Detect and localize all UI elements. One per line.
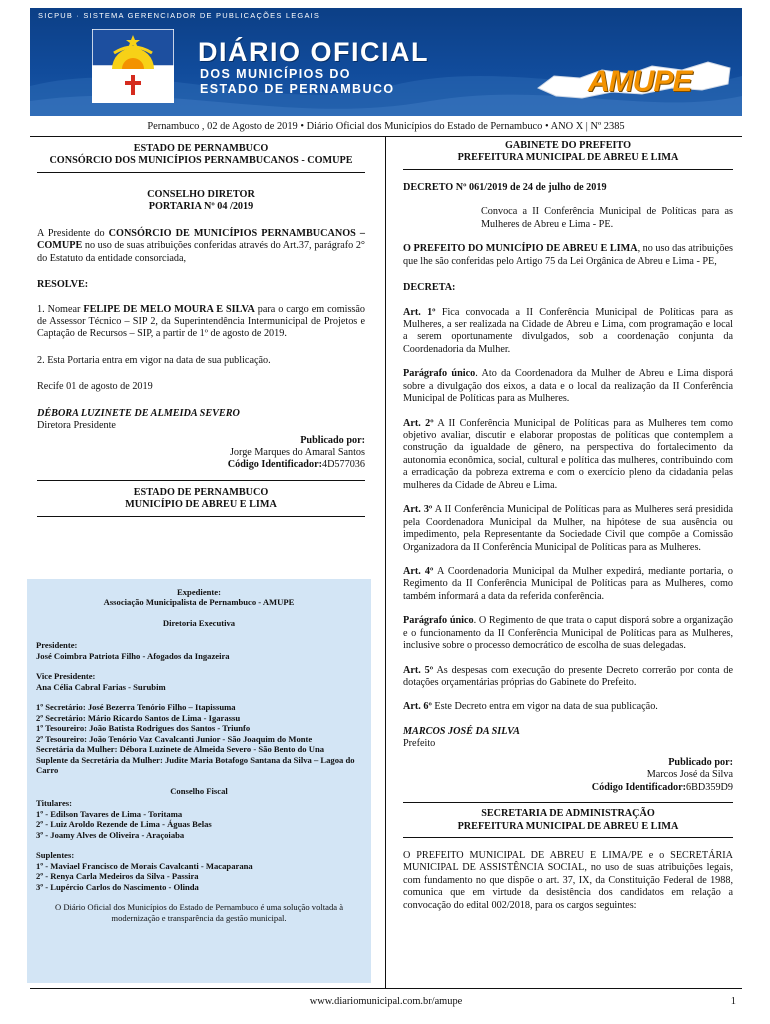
article-3: Art. 3º A II Conferência Municipal de Políticas para as Mulheres será presidida pela Coordenadora Municipal da Mulher, na hipótese de sua ausência ou impedimento, pela Representante da Sociedade Civil que compõe a Comissão Organizadora da II Conferência Municipal de Políticas para as Mulheres. — [403, 504, 733, 553]
masthead-title: DIÁRIO OFICIAL — [198, 37, 429, 67]
list-item: 1º - Edilson Tavares de Lima - Toritama — [36, 808, 183, 819]
published-by-label: Publicado por: — [300, 434, 365, 446]
vice-president-label: Vice Presidente: — [36, 671, 96, 682]
article-4: Art. 4º A Coordenadoria Municipal da Mulher expedirá, mediante portaria, o Regimento da II Conferência Municipal de Políticas para as Mulheres, como também informará a data da referida conferência. — [403, 565, 733, 602]
footer-url[interactable]: www.diariomunicipal.com.br/amupe — [309, 996, 463, 1007]
secretaria-text: O PREFEITO MUNICIPAL DE ABREU E LIMA/PE e o SECRETÁRIA MUNICIPAL DE ASSISTÊNCIA SOCIAL, no uso de suas atribuições legais, com fundamento no que dispõe o art. 37, IX, da Constituição Federal de 1988, comunica que em virtude da desistência dos candidatos em relação a convocação do edital 002/2018, para os cargos seguintes: — [403, 849, 733, 911]
expediente-note: O Diário Oficial dos Municípios do Estado de Pernambuco é uma solução voltada à modernização e transparência da gestão municipal. — [54, 902, 344, 923]
gabinete-heading: GABINETE DO PREFEITO — [504, 140, 632, 151]
president-name: José Coimbra Patriota Filho - Afogados da Ingazeira — [36, 650, 230, 661]
portaria-preamble: A Presidente do CONSÓRCIO DE MUNICÍPIOS PERNAMBUCANOS – COMUPE no uso de suas atribuições conferidas através do Art.37, parágrafo 2° do Estatuto da entidade consorciada, — [37, 227, 365, 264]
paragraph-unico-2: Parágrafo único. O Regimento de que trata o caput disporá sobre a organização e o funcionamento da II Conferência Municipal de Políticas para as Mulheres, inclusive sobre o processo democrático de escolha de suas delegadas. — [403, 615, 734, 652]
article-6: Art. 6º Este Decreto entra em vigor na data de sua publicação. — [403, 701, 658, 713]
titulares-label: Titulares: — [36, 798, 72, 809]
article-1: Art. 1º Fica convocada a II Conferência Municipal de Políticas para as Mulheres, a ser realizada na Cidade de Abreu e Lima, com programação e local a serem oportunamente divulgados, sob a coordenação conjunta da Coordenadoria da Mulher. — [403, 306, 733, 355]
bottom-rule — [30, 988, 742, 989]
sicpub-label: SICPUB · SISTEMA GERENCIADOR DE PUBLICAÇÕES LEGAIS — [38, 11, 321, 20]
list-item: 3º - Joamy Alves de Oliveira - Araçoiaba — [36, 829, 185, 840]
issue-line: Pernambuco , 02 de Agosto de 2019 • Diário Oficial dos Municípios do Estado de Pernambuco • ANO X | Nº 2385 — [147, 121, 625, 132]
right-column — [403, 140, 733, 912]
vice-president-name: Ana Célia Cabral Farias - Surubim — [36, 681, 166, 692]
list-item: 1º Secretário: José Bezerra Tenório Filho – Itapissuma — [36, 702, 236, 713]
masthead-banner — [30, 8, 742, 116]
decree-signer-name: MARCOS JOSÉ DA SILVA — [403, 725, 520, 737]
list-item: 2º - Renya Carla Medeiros da Silva - Passira — [36, 871, 199, 882]
titulares-list — [36, 809, 362, 840]
article-2: Art. 2º A II Conferência Municipal de Políticas para as Mulheres tem como objetivo avaliar, discutir e elaborar propostas de políticas que contemplem a construção da igualdade de gênero, na perspectiva do fortalecimento da autonomia econômica, social, cultural e política das mulheres, contribuindo com a erradicação da pobreza extrema e com o exercício pleno da cidadania pelas mulheres da Cidade de Abreu e Lima. — [403, 417, 733, 491]
paragraph-unico-1: Parágrafo único. Ato da Coordenadora da Mulher de Abreu e Lima disporá sobre a divulgação dos eixos, a data e o local da realização da II Conferência Municipal de Políticas para as Mulheres. — [403, 368, 734, 405]
list-item: Suplente da Secretária da Mulher: Judite Maria Botafogo Santana da Silva – Lagoa do Carro — [36, 754, 355, 776]
comupe-heading-org: CONSÓRCIO DOS MUNICÍPIOS PERNAMBUCANOS - COMUPE — [49, 155, 353, 167]
decree-signer-role: Prefeito — [403, 738, 436, 750]
list-item: 1º Tesoureiro: João Batista Rodrigues dos Santos - Triunfo — [36, 723, 251, 734]
diretoria-title: Diretoria Executiva — [162, 617, 236, 628]
list-item: 2º Tesoureiro: João Tenório Vaz Cavalcanti Junior - São Joaquim do Monte — [36, 733, 313, 744]
published-by-label: Publicado por: — [668, 756, 733, 768]
expediente-title: Expediente: — [177, 587, 221, 597]
officers-list — [36, 702, 362, 775]
list-item: Secretária da Mulher: Débora Luzinete de Almeida Severo - São Bento do Una — [36, 744, 325, 755]
masthead-subtitle-2: ESTADO DE PERNAMBUCO — [200, 82, 395, 96]
decreta-label: DECRETA: — [403, 282, 456, 294]
signer-name: DÉBORA LUZINETE DE ALMEIDA SEVERO — [37, 407, 240, 419]
decree-ementa: Convoca a II Conferência Municipal de Políticas para as Mulheres de Abreu e Lima - PE. — [481, 206, 733, 230]
municipio-heading-state: ESTADO DE PERNAMBUCO — [133, 486, 269, 498]
identifier-code: Código Identificador:6BD359D9 — [591, 781, 733, 793]
suplentes-label: Suplentes: — [36, 850, 75, 861]
masthead-subtitle-1: DOS MUNICÍPIOS DO — [200, 67, 351, 81]
list-item: 3º - Lupércio Carlos do Nascimento - Olinda — [36, 881, 199, 892]
portaria-heading: PORTARIA Nº 04 /2019 — [148, 201, 254, 213]
divider — [37, 516, 365, 517]
signer-role: Diretora Presidente — [37, 420, 116, 432]
divider — [37, 172, 365, 173]
pernambuco-flag-icon — [92, 29, 174, 103]
divider — [403, 802, 733, 803]
place-date: Recife 01 de agosto de 2019 — [37, 381, 153, 393]
page-number: 1 — [730, 996, 736, 1007]
municipio-heading-city: MUNICÍPIO DE ABREU E LIMA — [125, 499, 277, 511]
article-5: Art. 5º As despesas com execução do presente Decreto correrão por conta de dotações orçamentárias próprias do Gabinete do Prefeito. — [403, 664, 733, 688]
prefeitura-heading: PREFEITURA MUNICIPAL DE ABREU E LIMA — [457, 152, 679, 164]
list-item: 1º - Maviael Francisco de Morais Cavalcanti - Macaparana — [36, 860, 253, 871]
divider — [403, 169, 733, 170]
portaria-item-2: 2. Esta Portaria entra em vigor na data de sua publicação. — [37, 354, 271, 366]
conselho-diretor-heading: CONSELHO DIRETOR — [147, 188, 255, 200]
fiscal-council-title: Conselho Fiscal — [170, 785, 228, 796]
divider — [403, 837, 733, 838]
secretaria-heading: SECRETARIA DE ADMINISTRAÇÃO — [481, 808, 655, 820]
list-item: 2º Secretário: Mário Ricardo Santos de Lima - Igarassu — [36, 712, 241, 723]
divider — [37, 480, 365, 481]
decree-preamble: O PREFEITO DO MUNICÍPIO DE ABREU E LIMA, no uso das atribuições que lhe são conferidas pelo Artigo 75 da Lei Orgânica de Abreu e Lima - PE, — [403, 243, 733, 267]
amupe-logo — [532, 40, 736, 112]
secretaria-prefeitura-heading: PREFEITURA MUNICIPAL DE ABREU E LIMA — [457, 820, 679, 832]
expediente-box — [27, 579, 371, 983]
portaria-item-1: 1. Nomear FELIPE DE MELO MOURA E SILVA para o cargo em comissão de Assessor Técnico – SIP 2, da Superintendência Intermunicipal de Projetos e Captação de Recursos – SIP, a partir de 1º de agosto de 2019. — [37, 303, 365, 340]
comupe-heading-state: ESTADO DE PERNAMBUCO — [133, 143, 269, 154]
expediente-org: Associação Municipalista de Pernambuco - AMUPE — [103, 597, 295, 608]
identifier-code: Código Identificador:4D577036 — [227, 459, 365, 471]
published-by-name: Marcos José da Silva — [646, 769, 733, 781]
resolve-label: RESOLVE: — [37, 279, 89, 291]
suplentes-list — [36, 861, 362, 892]
top-rule — [30, 136, 742, 137]
amupe-logo-text: AMUPE — [588, 65, 692, 98]
column-separator — [385, 136, 386, 988]
decree-title: DECRETO Nº 061/2019 de 24 de julho de 2019 — [403, 181, 607, 193]
list-item: 2º - Luiz Aroldo Rezende de Lima - Águas Belas — [36, 819, 212, 830]
president-label: Presidente: — [36, 640, 78, 651]
left-column — [37, 143, 365, 517]
published-by-name: Jorge Marques do Amaral Santos — [229, 447, 365, 458]
